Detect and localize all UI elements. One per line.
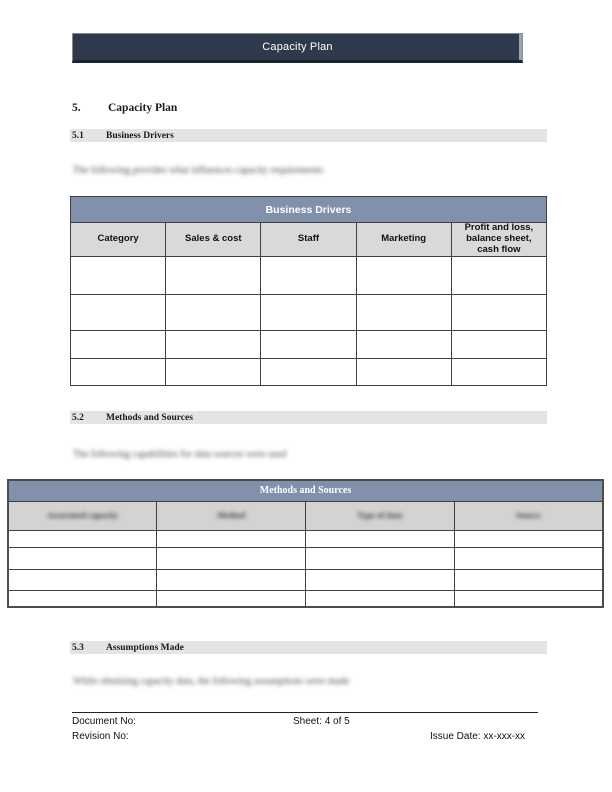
section-heading-5-2 <box>70 411 547 424</box>
empty-cell <box>356 256 451 294</box>
methods-sources-header-row <box>8 501 603 530</box>
heading-number: 5. <box>72 102 81 114</box>
empty-cell <box>157 547 306 569</box>
column-header-sales-cost: Sales & cost <box>166 223 261 257</box>
redacted-column-header: Method <box>157 501 306 530</box>
column-header-staff: Staff <box>261 223 356 257</box>
empty-cell <box>356 358 451 385</box>
redacted-column-header: Source <box>454 501 603 530</box>
redacted-text-5-2: The following capabilities for data sources were used <box>73 449 287 460</box>
section-title: Business Drivers <box>106 130 174 141</box>
empty-cell <box>71 330 166 358</box>
empty-cell <box>71 294 166 330</box>
table-row <box>8 530 603 547</box>
footer-divider <box>72 712 538 713</box>
redacted-text-5-3: While obtaining capacity data, the following assumptions were made <box>73 676 350 687</box>
business-drivers-table <box>70 196 547 386</box>
empty-cell <box>8 590 157 607</box>
section-heading-5-3 <box>70 641 547 654</box>
column-header-category: Category <box>71 223 166 257</box>
empty-cell <box>451 256 546 294</box>
title-banner <box>72 33 523 63</box>
footer-revision-no: Revision No: <box>72 731 129 742</box>
redacted-column-header: Type of data <box>306 501 455 530</box>
empty-cell <box>166 294 261 330</box>
footer-sheet: Sheet: 4 of 5 <box>293 716 350 727</box>
empty-cell <box>306 530 455 547</box>
section-title: Methods and Sources <box>106 412 193 423</box>
footer-document-no: Document No: <box>72 716 136 727</box>
methods-sources-table-title: Methods and Sources <box>8 480 603 501</box>
methods-sources-table <box>7 479 604 608</box>
banner-title: Capacity Plan <box>262 41 333 53</box>
column-header-profit-loss: Profit and loss, balance sheet, cash flow <box>451 223 546 257</box>
table-row <box>71 256 547 294</box>
main-heading <box>72 102 547 114</box>
empty-cell <box>451 330 546 358</box>
empty-cell <box>261 330 356 358</box>
empty-cell <box>454 569 603 590</box>
empty-cell <box>306 569 455 590</box>
empty-cell <box>451 294 546 330</box>
empty-cell <box>454 547 603 569</box>
empty-cell <box>71 358 166 385</box>
section-heading-5-1 <box>70 129 547 142</box>
empty-cell <box>306 590 455 607</box>
section-number: 5.3 <box>72 642 84 653</box>
empty-cell <box>261 256 356 294</box>
empty-cell <box>451 358 546 385</box>
section-title: Assumptions Made <box>106 642 184 653</box>
empty-cell <box>157 569 306 590</box>
empty-cell <box>166 256 261 294</box>
section-number: 5.1 <box>72 130 84 141</box>
redacted-text-5-1: The following provides what influences capacity requirements <box>73 165 323 176</box>
table-row <box>71 330 547 358</box>
empty-cell <box>261 294 356 330</box>
table-row <box>8 590 603 607</box>
business-drivers-table-title: Business Drivers <box>71 197 547 223</box>
empty-cell <box>166 330 261 358</box>
empty-cell <box>454 590 603 607</box>
business-drivers-header-row <box>71 223 547 257</box>
table-row <box>71 358 547 385</box>
empty-cell <box>356 294 451 330</box>
redacted-column-header: Associated capacity <box>8 501 157 530</box>
empty-cell <box>8 530 157 547</box>
footer-issue-date: Issue Date: xx-xxx-xx <box>430 731 526 742</box>
heading-title: Capacity Plan <box>108 102 178 114</box>
empty-cell <box>71 256 166 294</box>
empty-cell <box>157 590 306 607</box>
section-number: 5.2 <box>72 412 84 423</box>
empty-cell <box>306 547 455 569</box>
empty-cell <box>157 530 306 547</box>
empty-cell <box>261 358 356 385</box>
empty-cell <box>356 330 451 358</box>
table-row <box>8 569 603 590</box>
empty-cell <box>166 358 261 385</box>
table-row <box>8 547 603 569</box>
empty-cell <box>8 569 157 590</box>
empty-cell <box>454 530 603 547</box>
table-row <box>71 294 547 330</box>
column-header-marketing: Marketing <box>356 223 451 257</box>
empty-cell <box>8 547 157 569</box>
